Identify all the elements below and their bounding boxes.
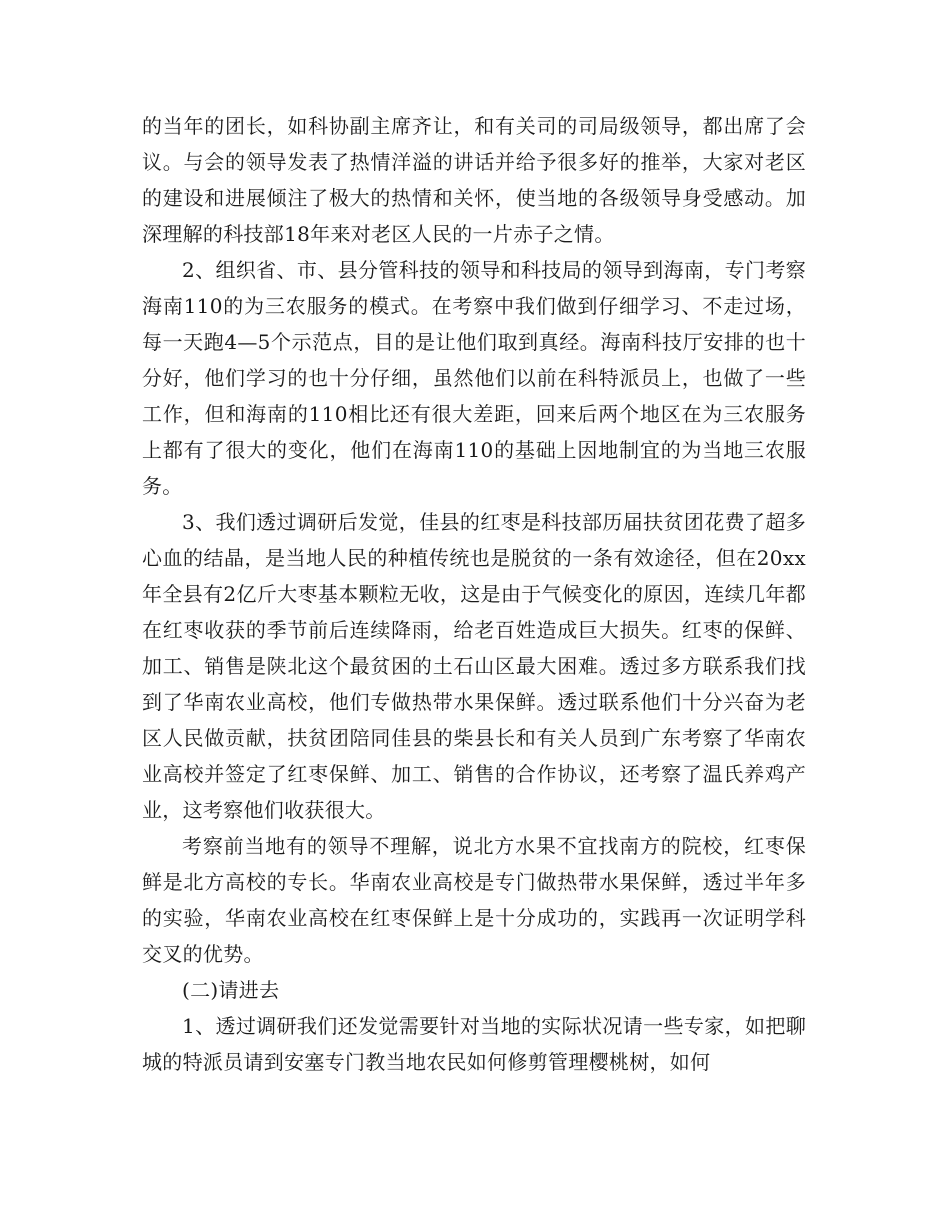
paragraph-inspection-note: 考察前当地有的领导不理解，说北方水果不宜找南方的院校，红枣保鲜是北方高校的专长。华南农业高校是专门做热带水果保鲜，透过半年多的实验，华南农业高校在红枣保鲜上是十分成功的，实践再一次证明学科交叉的优势。 [142,834,806,966]
paragraph-item-1: 1、透过调研我们还发觉需要针对当地的实际状况请一些专家，如把聊城的特派员请到安塞专门教当地农民如何修剪管理樱桃树，如何 [142,1014,806,1074]
document-body [142,108,806,1080]
paragraph-item-2: 2、组织省、市、县分管科技的领导和科技局的领导到海南，专门考察海南110的为三农服务的模式。在考察中我们做到仔细学习、不走过场，每一天跑4—5个示范点，目的是让他们取到真经。海南科技厅安排的也十分好，他们学习的也十分仔细，虽然他们以前在科特派员上，也做了一些工作，但和海南的110相比还有很大差距，回来后两个地区在为三农服务上都有了很大的变化，他们在海南110的基础上因地制宜的为当地三农服务。 [142,258,806,498]
paragraph-item-3: 3、我们透过调研后发觉，佳县的红枣是科技部历届扶贫团花费了超多心血的结晶，是当地人民的种植传统也是脱贫的一条有效途径，但在20xx年全县有2亿斤大枣基本颗粒无收，这是由于气候变化的原因，连续几年都在红枣收获的季节前后连续降雨，给老百姓造成巨大损失。红枣的保鲜、加工、销售是陕北这个最贫困的土石山区最大困难。透过多方联系我们找到了华南农业高校，他们专做热带水果保鲜。透过联系他们十分兴奋为老区人民做贡献，扶贫团陪同佳县的柴县长和有关人员到广东考察了华南农业高校并签定了红枣保鲜、加工、销售的合作协议，还考察了温氏养鸡产业，这考察他们收获很大。 [142,510,806,822]
paragraph-continuation: 的当年的团长，如科协副主席齐让，和有关司的司局级领导，都出席了会议。与会的领导发表了热情洋溢的讲话并给予很多好的推举，大家对老区的建设和进展倾注了极大的热情和关怀，使当地的各级领导身受感动。加深理解的科技部18年来对老区人民的一片赤子之情。 [142,114,806,246]
section-heading: (二)请进去 [182,978,280,1002]
